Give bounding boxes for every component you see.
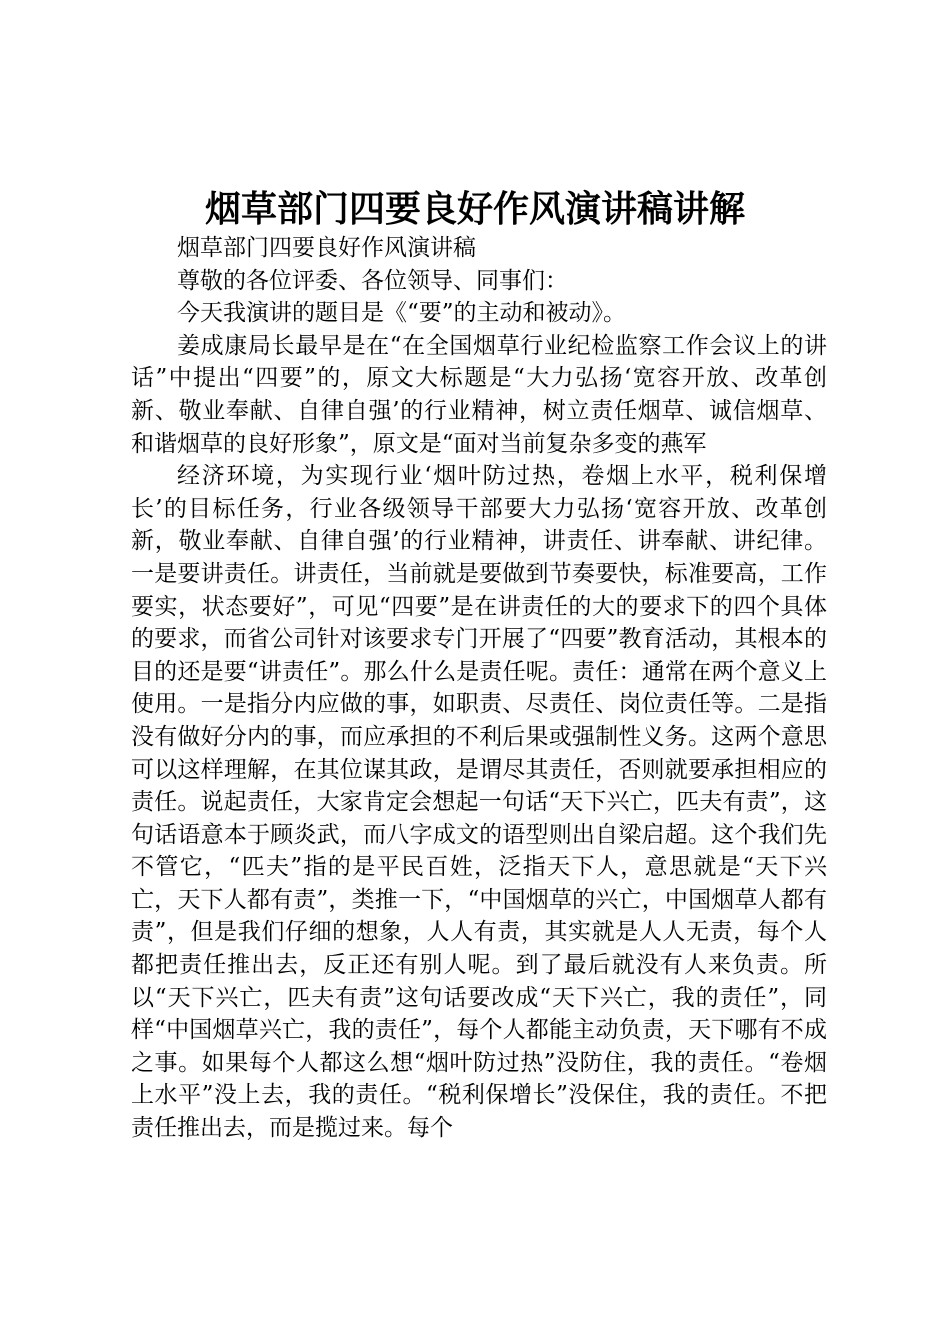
paragraph-body: 姜成康局长最早是在“在全国烟草行业纪检监察工作会议上的讲话”中提出“四要”的，原文大标题是“大力弘扬‘宽容开放、改革创新、敬业奉献、自律自强’的行业精神，树立责任烟草、诚信烟草、和谐烟草的良好形象”，原文是“面对当前复杂多变的燕军 bbox=[131, 332, 827, 457]
paragraph-body: 经济环境，为实现行业‘烟叶防过热，卷烟上水平，税利保增长’的目标任务，行业各级领导干部要大力弘扬‘宽容开放、改革创新，敬业奉献、自律自强’的行业精神，讲责任、讲奉献、讲纪律。一是要讲责任。讲责任，当前就是要做到节奏要快，标准要高，工作要实，状态要好”，可见“四要”是在讲责任的大的要求下的四个具体的要求，而省公司针对该要求专门开展了“四要”教育活动，其根本的目的还是要“讲责任”。那么什么是责任呢。责任：通常在两个意义上使用。一是指分内应做的事，如职责、尽责任、岗位责任等。二是指没有做好分内的事，而应承担的不利后果或强制性义务。这两个意思可以这样理解，在其位谋其政，是谓尽其责任，否则就要承担相应的责任。说起责任，大家肯定会想起一句话“天下兴亡，匹夫有责”，这句话语意本于顾炎武，而八字成文的语型则出自梁启超。这个我们先不管它，“匹夫”指的是平民百姓，泛指天下人，意思就是“天下兴亡，天下人都有责”，类推一下，“中国烟草的兴亡，中国烟草人都有责”，但是我们仔细的想象，人人有责，其实就是人人无责，每个人都把责任推出去，反正还有别人呢。到了最后就没有人来负责。所以“天下兴亡，匹夫有责”这句话要改成“天下兴亡，我的责任”，同样“中国烟草兴亡，我的责任”，每个人都能主动负责，天下哪有不成之事。如果每个人都这么想“烟叶防过热”没防住，我的责任。“卷烟上水平”没上去，我的责任。“税利保增长”没保住，我的责任。不把责任推出去，而是揽过来。每个 bbox=[131, 463, 827, 1142]
paragraph-subtitle: 烟草部门四要良好作风演讲稿 bbox=[177, 235, 476, 261]
paragraph-salutation: 尊敬的各位评委、各位领导、同事们： bbox=[177, 267, 568, 294]
document-body bbox=[131, 232, 827, 1145]
document-title: 烟草部门四要良好作风演讲稿讲解 bbox=[204, 188, 745, 230]
paragraph-topic: 今天我演讲的题目是《“要”的主动和被动》。 bbox=[177, 300, 627, 327]
